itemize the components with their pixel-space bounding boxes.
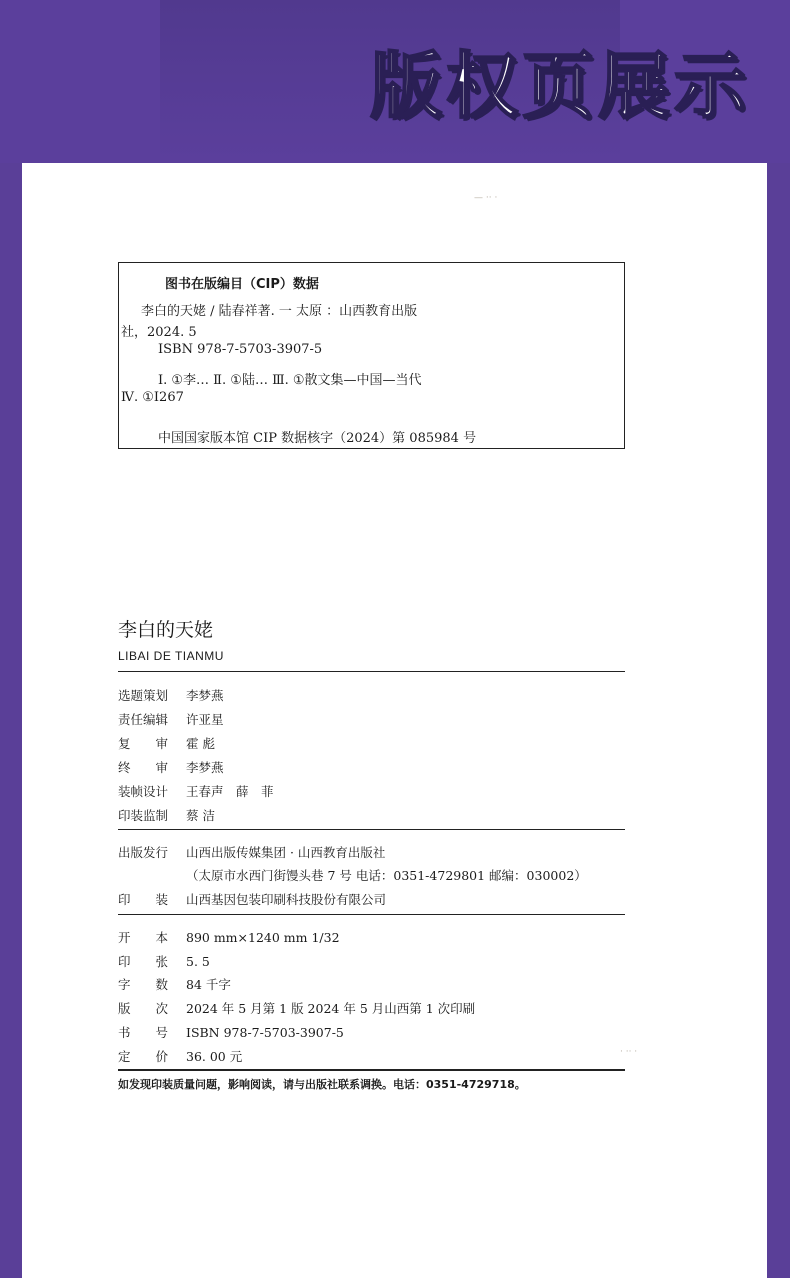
spec-row: 版 次 2024 年 5 月第 1 版 2024 年 5 月山西第 1 次印刷	[118, 1001, 476, 1016]
paper-speck: — ·· ·	[474, 193, 498, 203]
divider	[118, 1069, 625, 1071]
cip-line: 李白的天姥 / 陆春祥著. 一 太原 ：山西教育出版	[141, 304, 418, 319]
spec-row: 开 本 890 mm×1240 mm 1/32	[118, 930, 340, 945]
spec-row: 书 号 ISBN 978-7-5703-3907-5	[118, 1025, 344, 1040]
quality-notice: 如发现印装质量问题，影响阅读，请与出版社联系调换。电话：0351-4729718。	[118, 1078, 526, 1091]
divider	[118, 671, 625, 672]
staff-row: 责任编辑 许亚星	[118, 712, 224, 727]
paper-speck: · ·· ·	[620, 1047, 638, 1057]
book-title: 李白的天姥	[118, 619, 214, 641]
cip-line: 社，2024. 5	[121, 325, 197, 340]
publish-row: （太原市水西门街馒头巷 7 号 电话：0351-4729801 邮编：030002）	[186, 868, 587, 883]
cip-data-box	[118, 262, 625, 449]
staff-row: 复 审 霍 彪	[118, 736, 215, 751]
publish-row: 出版发行 山西出版传媒集团 · 山西教育出版社	[118, 845, 386, 860]
cip-line: Ⅳ. ①I267	[121, 390, 184, 405]
staff-row: 印装监制 蔡 洁	[118, 808, 215, 823]
divider	[118, 829, 625, 830]
copyright-page	[22, 163, 767, 1278]
staff-row: 装帧设计 王春声 薛 菲	[118, 784, 274, 799]
cip-line: Ⅰ. ①李… Ⅱ. ①陆… Ⅲ. ①散文集—中国—当代	[158, 373, 422, 388]
cip-line: ISBN 978-7-5703-3907-5	[158, 342, 323, 357]
cip-line: 中国国家版本馆 CIP 数据核字（2024）第 085984 号	[158, 431, 477, 446]
spec-row: 印 张 5. 5	[118, 954, 210, 969]
book-pinyin: LIBAI DE TIANMU	[118, 649, 224, 663]
banner-title: 版权页展示	[369, 44, 750, 128]
divider	[118, 914, 625, 915]
spec-row: 定 价 36. 00 元	[118, 1049, 243, 1064]
spec-row: 字 数 84 千字	[118, 977, 231, 992]
banner	[0, 0, 790, 163]
staff-row: 终 审 李梦燕	[118, 760, 224, 775]
publish-row: 印 装 山西基因包装印刷科技股份有限公司	[118, 892, 387, 907]
cip-title: 图书在版编目（CIP）数据	[165, 277, 319, 292]
staff-row: 选题策划 李梦燕	[118, 688, 224, 703]
